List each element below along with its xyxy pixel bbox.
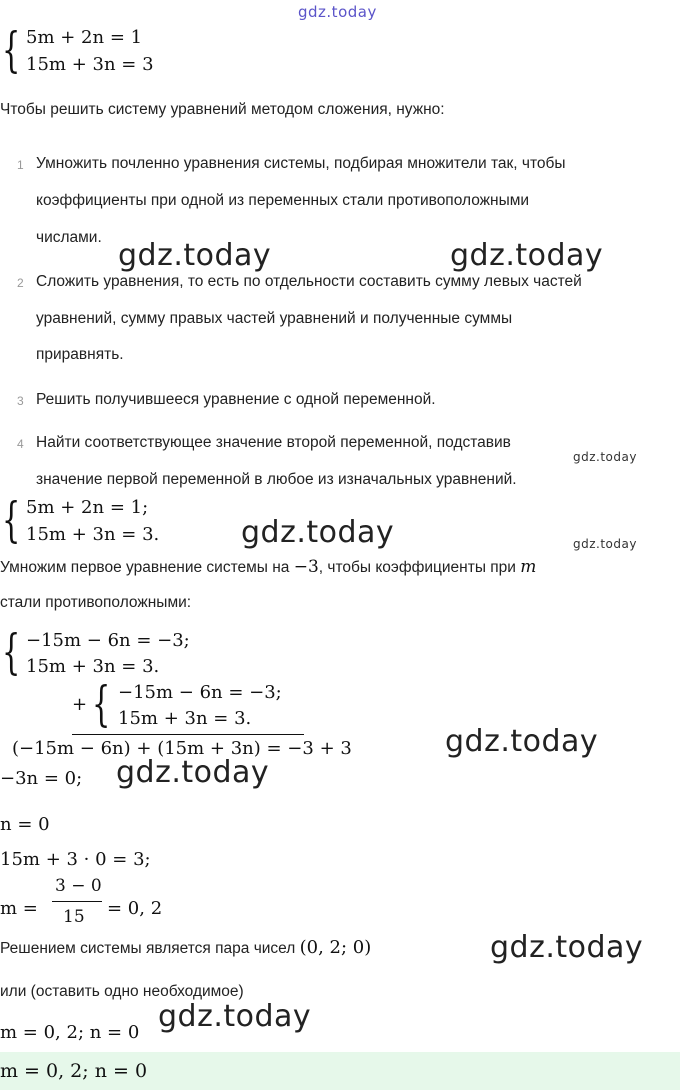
system1-eq2: 15m + 3n = 3 bbox=[26, 54, 154, 75]
watermark: gdz.today bbox=[158, 999, 312, 1034]
result-equation: −3n = 0; bbox=[0, 768, 83, 789]
system-brace: { bbox=[2, 22, 21, 78]
multiply-text-line2: стали противоположными: bbox=[0, 594, 192, 611]
step-text: числами. bbox=[36, 229, 102, 246]
answer-equation: m = 0, 2; n = 0 bbox=[0, 1022, 140, 1043]
sum-line-bar bbox=[72, 734, 304, 735]
step-number: 1 bbox=[17, 158, 24, 172]
step-number: 2 bbox=[17, 276, 24, 290]
step-number: 3 bbox=[17, 394, 24, 408]
or-text: или (оставить одно необходимое) bbox=[0, 983, 244, 1000]
watermark: gdz.today bbox=[118, 238, 272, 273]
multiply-text: Умножим первое уравнение системы на −3, чтобы коэффициенты при m bbox=[0, 557, 537, 577]
watermark: gdz.today bbox=[573, 537, 637, 551]
step-text: Умножить почленно уравнения системы, подбирая множители так, чтобы bbox=[36, 155, 566, 172]
step-text: значение первой переменной в любое из изначальных уравнений. bbox=[36, 471, 517, 488]
fraction-bar bbox=[52, 901, 102, 902]
step-text: коэффициенты при одной из переменных стали противоположными bbox=[36, 192, 530, 209]
fraction-denominator: 15 bbox=[63, 907, 85, 927]
watermark: gdz.today bbox=[490, 930, 644, 965]
watermark: gdz.today bbox=[573, 450, 637, 464]
system4-eq2: 15m + 3n = 3. bbox=[118, 708, 252, 729]
sum-equation: (−15m − 6n) + (15m + 3n) = −3 + 3 bbox=[12, 738, 352, 759]
system-brace: { bbox=[92, 676, 111, 732]
system2-eq2: 15m + 3n = 3. bbox=[26, 524, 160, 545]
step-text: уравнений, сумму правых частей уравнений и полученные суммы bbox=[36, 310, 513, 327]
step-text: приравнять. bbox=[36, 346, 124, 363]
step-text: Найти соответствующее значение второй переменной, подставив bbox=[36, 434, 511, 451]
intro-text: Чтобы решить систему уравнений методом сложения, нужно: bbox=[0, 101, 445, 118]
watermark: gdz.today bbox=[450, 238, 604, 273]
step-text: Сложить уравнения, то есть по отдельности составить сумму левых частей bbox=[36, 273, 582, 290]
system4-eq1: −15m − 6n = −3; bbox=[118, 682, 282, 703]
substitution-equation: 15m + 3 · 0 = 3; bbox=[0, 849, 151, 870]
system3-eq1: −15m − 6n = −3; bbox=[26, 630, 190, 651]
n-value: n = 0 bbox=[0, 814, 50, 835]
watermark: gdz.today bbox=[445, 724, 599, 759]
plus-sign: + bbox=[72, 694, 88, 715]
m-left: m = bbox=[0, 898, 38, 919]
m-right: = 0, 2 bbox=[107, 898, 163, 919]
fraction-numerator: 3 − 0 bbox=[55, 876, 102, 896]
step-text: Решить получившееся уравнение с одной переменной. bbox=[36, 391, 436, 408]
system-brace: { bbox=[2, 624, 21, 680]
system-brace: { bbox=[2, 492, 21, 548]
final-answer: m = 0, 2; n = 0 bbox=[0, 1060, 148, 1082]
watermark: gdz.today bbox=[241, 515, 395, 550]
watermark: gdz.today bbox=[116, 755, 270, 790]
watermark: gdz.today bbox=[298, 3, 377, 21]
system1-eq1: 5m + 2n = 1 bbox=[26, 27, 143, 48]
step-number: 4 bbox=[17, 437, 24, 451]
system2-eq1: 5m + 2n = 1; bbox=[26, 497, 149, 518]
system3-eq2: 15m + 3n = 3. bbox=[26, 656, 160, 677]
solution-text: Решением системы является пара чисел (0, 2; 0) bbox=[0, 937, 372, 958]
